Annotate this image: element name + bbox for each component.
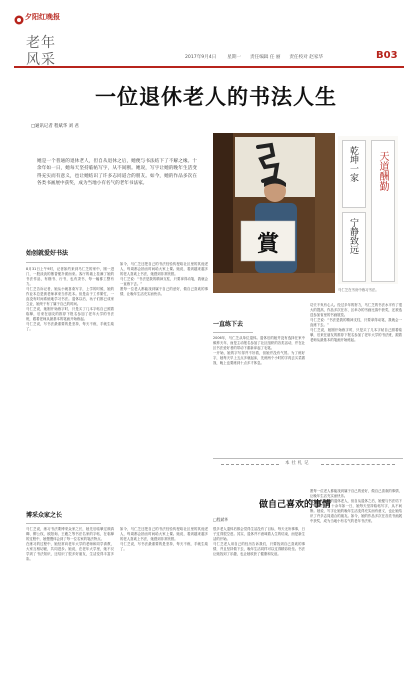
sidebar-paragraph: 愿每一位老人都能找到属于自己的爱好，做自己喜欢的事情，让晚年生活充实而快乐。 bbox=[310, 489, 402, 498]
kicker-rule bbox=[321, 464, 395, 465]
section-rule bbox=[213, 332, 253, 333]
section-title: 博采众家之长 bbox=[26, 512, 63, 519]
section-title: 始创就爱好书法 bbox=[26, 250, 69, 257]
issue-weekday: 星期一 bbox=[227, 55, 242, 60]
body-paragraph: 如今，马仁芝还把自己的书法经验传授给社区里的其他老人，每周都会抽出时间给大家上课。她说，看到越来越多的老人喜欢上书法，她感到非常欣慰。 bbox=[120, 262, 208, 276]
body-paragraph: 8月31日上午9时，记者如约来到马仁芝的家中，刚一进门，一股淡淡的墨香便扑面而来。客厅的墙上挂满了她的书法作品，有楷书、行书，也有隶书，每一幅都工整有力。 bbox=[26, 267, 114, 286]
sidebar-kicker-label: 本社札记 bbox=[285, 461, 311, 466]
section-body bbox=[213, 336, 305, 446]
sidebar-byline: □程斌华 bbox=[213, 517, 228, 522]
calligraphy-scroll-text: 乾坤一家 bbox=[348, 146, 358, 182]
calligraphy-scroll bbox=[342, 212, 366, 282]
body-paragraph: 一开始，她的字写得并不好看，但她并没有气馁。为了练好字，她每天早上五点多就起床，先练两个小时的字再去买菜做饭，晚上也要练到十点多才休息。 bbox=[213, 351, 305, 365]
kicker-rule bbox=[221, 464, 279, 465]
sidebar-body bbox=[213, 527, 305, 665]
page-number: B03 bbox=[376, 50, 398, 61]
sidebar-title: 做自己喜欢的事情 bbox=[259, 500, 332, 510]
body-paragraph: 马仁芝说，她刚开始练字时，只是买了几本字帖自己照着临摹，后来在朋友的推荐下报名参加了老年大学的书法班，跟着老师从最基本的笔画开始练起。 bbox=[310, 328, 402, 342]
section-title: 一直练下去 bbox=[213, 321, 244, 328]
sidebar-paragraph: 马仁芝老人用自己的经历告诉我们，只要找到自己喜欢的事情，并且坚持做下去，晚年生活同样可以过得精彩纷呈。书法让她找到了乐趣，也让她收获了健康和友谊。 bbox=[213, 542, 305, 556]
sidebar-paragraph: 她是一个普通的退休老人，但自从退休之后，她便与书法结下了不解之缘。十余年如一日，她每天坚持临帖写字，从不间断。她说，写字让她的晚年生活变得充实而有意义，也让她结识了许多志同道合的朋友。如今，她的作品多次在各类书画展中获奖，成为当地小有名气的老年书法家。 bbox=[310, 499, 402, 523]
section-rule bbox=[26, 262, 101, 263]
byline: □通讯记者 程斌华 刘 君 bbox=[31, 124, 79, 129]
body-paragraph: 马仁芝告诉记者，她从小就喜欢写字，上学的时候，她的作业本总是被老师拿来当作范本。但是由于工作繁忙，一直没有时间系统地学习书法。退休以后，孩子们都已成家立业，她终于有了属于自己的时间。 bbox=[26, 287, 114, 306]
lead-paragraph: 她是一个普通的退休老人，但自从退休之后，她便与书法结下了不解之缘。十余年如一日，她每天坚持临帖写字，从不间断。她说，写字让她的晚年生活变得充实而有意义，也让她结识了许多志同道合的朋友。如今，她的作品多次在各类书画展中获奖，成为当地小有名气的老年书法家。 bbox=[37, 159, 197, 187]
paper-name: 夕阳红晚报 bbox=[25, 12, 60, 21]
responsible-editor: 责任编辑 任 丽 bbox=[250, 55, 281, 60]
paper-logo bbox=[14, 11, 72, 23]
page-info-bar bbox=[185, 53, 375, 62]
body-paragraph: 功夫不负有心人。经过多年的努力，马仁芝的书法水平有了很大的提高，作品多次在市、区举办的书画比赛中获奖，还被选送参加省里的书画展览。 bbox=[310, 303, 402, 317]
body-paragraph: 马仁芝说：“书法是我的精神支柱，只要拿得动笔，我就会一直练下去。” bbox=[120, 277, 208, 286]
body-paragraph: 愿每一位老人都能找到属于自己的爱好，做自己喜欢的事情，让晚年生活充实而快乐。 bbox=[120, 287, 208, 296]
section-body-continued bbox=[120, 262, 208, 442]
body-paragraph: 马仁芝说，练习书法要博采众家之长，她先后临摹过颜真卿、柳公权、欧阳询、王羲之等书法名家的字帖，在临摹的过程中，她慢慢体会到了每一位名家的笔法特点。 bbox=[26, 527, 114, 541]
calligraphy-scroll-text: 天道酬勤 bbox=[377, 151, 388, 191]
body-paragraph: 马仁芝说：“书法是我的精神支柱，只要拿得动笔，我就会一直练下去。” bbox=[310, 318, 402, 327]
body-paragraph: 马仁芝说，写书法最重要的是坚持，每天不练，手就生疏了。 bbox=[26, 322, 114, 331]
body-paragraph: 2006年，马仁芝从单位退休。退休后的她并没有选择在家中颐养天年，而是主动报名参加了社区组织的各类活动，并在社区书法爱好者的带动下重新拿起了毛笔。 bbox=[213, 336, 305, 350]
section-body-continued bbox=[120, 527, 208, 665]
body-paragraph: 在练习的过程中，她经常向老年大学的老师和同学请教，大家互相切磋，共同进步。她说，在老年大学里，她不仅学到了书法知识，还结识了很多好朋友，生活变得丰富多彩。 bbox=[26, 542, 114, 561]
section-name: 老年风采 bbox=[26, 35, 56, 68]
section-body bbox=[26, 267, 114, 505]
responsible-proofreader: 责任校对 赵家华 bbox=[289, 55, 324, 60]
body-paragraph: 马仁芝说，她刚开始练字时，只是买了几本字帖自己照着临摹，后来在朋友的推荐下报名参加了老年大学的书法班，跟着老师从最基本的笔画开始练起。 bbox=[26, 307, 114, 321]
sidebar-box bbox=[213, 458, 403, 669]
section-body-continued bbox=[310, 303, 402, 446]
issue-date: 2017年9月4日 bbox=[185, 55, 217, 60]
sidebar-paragraph: 很多老人退休后都会觉得生活没有了目标，每天无所事事，日子过得很空虚。其实，退休并不意味着人生的结束，而是新生活的开始。 bbox=[213, 527, 305, 541]
calligraphy-scroll-text: 宁静致远 bbox=[348, 218, 358, 254]
calligraphy-scroll bbox=[342, 140, 366, 208]
section-rule bbox=[26, 523, 101, 524]
calligraphy-scroll bbox=[371, 140, 395, 282]
sidebar-kicker bbox=[221, 459, 395, 469]
photo-caption: 马仁芝在书房中练习书法。 bbox=[338, 288, 379, 292]
sidebar-body-continued bbox=[310, 489, 402, 665]
masthead-rule bbox=[14, 66, 404, 68]
body-paragraph: 马仁芝说，写书法最重要的是坚持，每天不练，手就生疏了。 bbox=[120, 542, 208, 551]
body-paragraph: 如今，马仁芝还把自己的书法经验传授给社区里的其他老人，每周都会抽出时间给大家上课。她说，看到越来越多的老人喜欢上书法，她感到非常欣慰。 bbox=[120, 527, 208, 541]
headline: 一位退休老人的书法人生 bbox=[95, 84, 337, 109]
section-body bbox=[26, 527, 114, 665]
main-photo bbox=[213, 133, 335, 293]
calligraphy-works bbox=[338, 136, 398, 284]
calligraphy-character: 賞 bbox=[256, 232, 280, 257]
calligrapher-photo-icon bbox=[213, 133, 335, 293]
